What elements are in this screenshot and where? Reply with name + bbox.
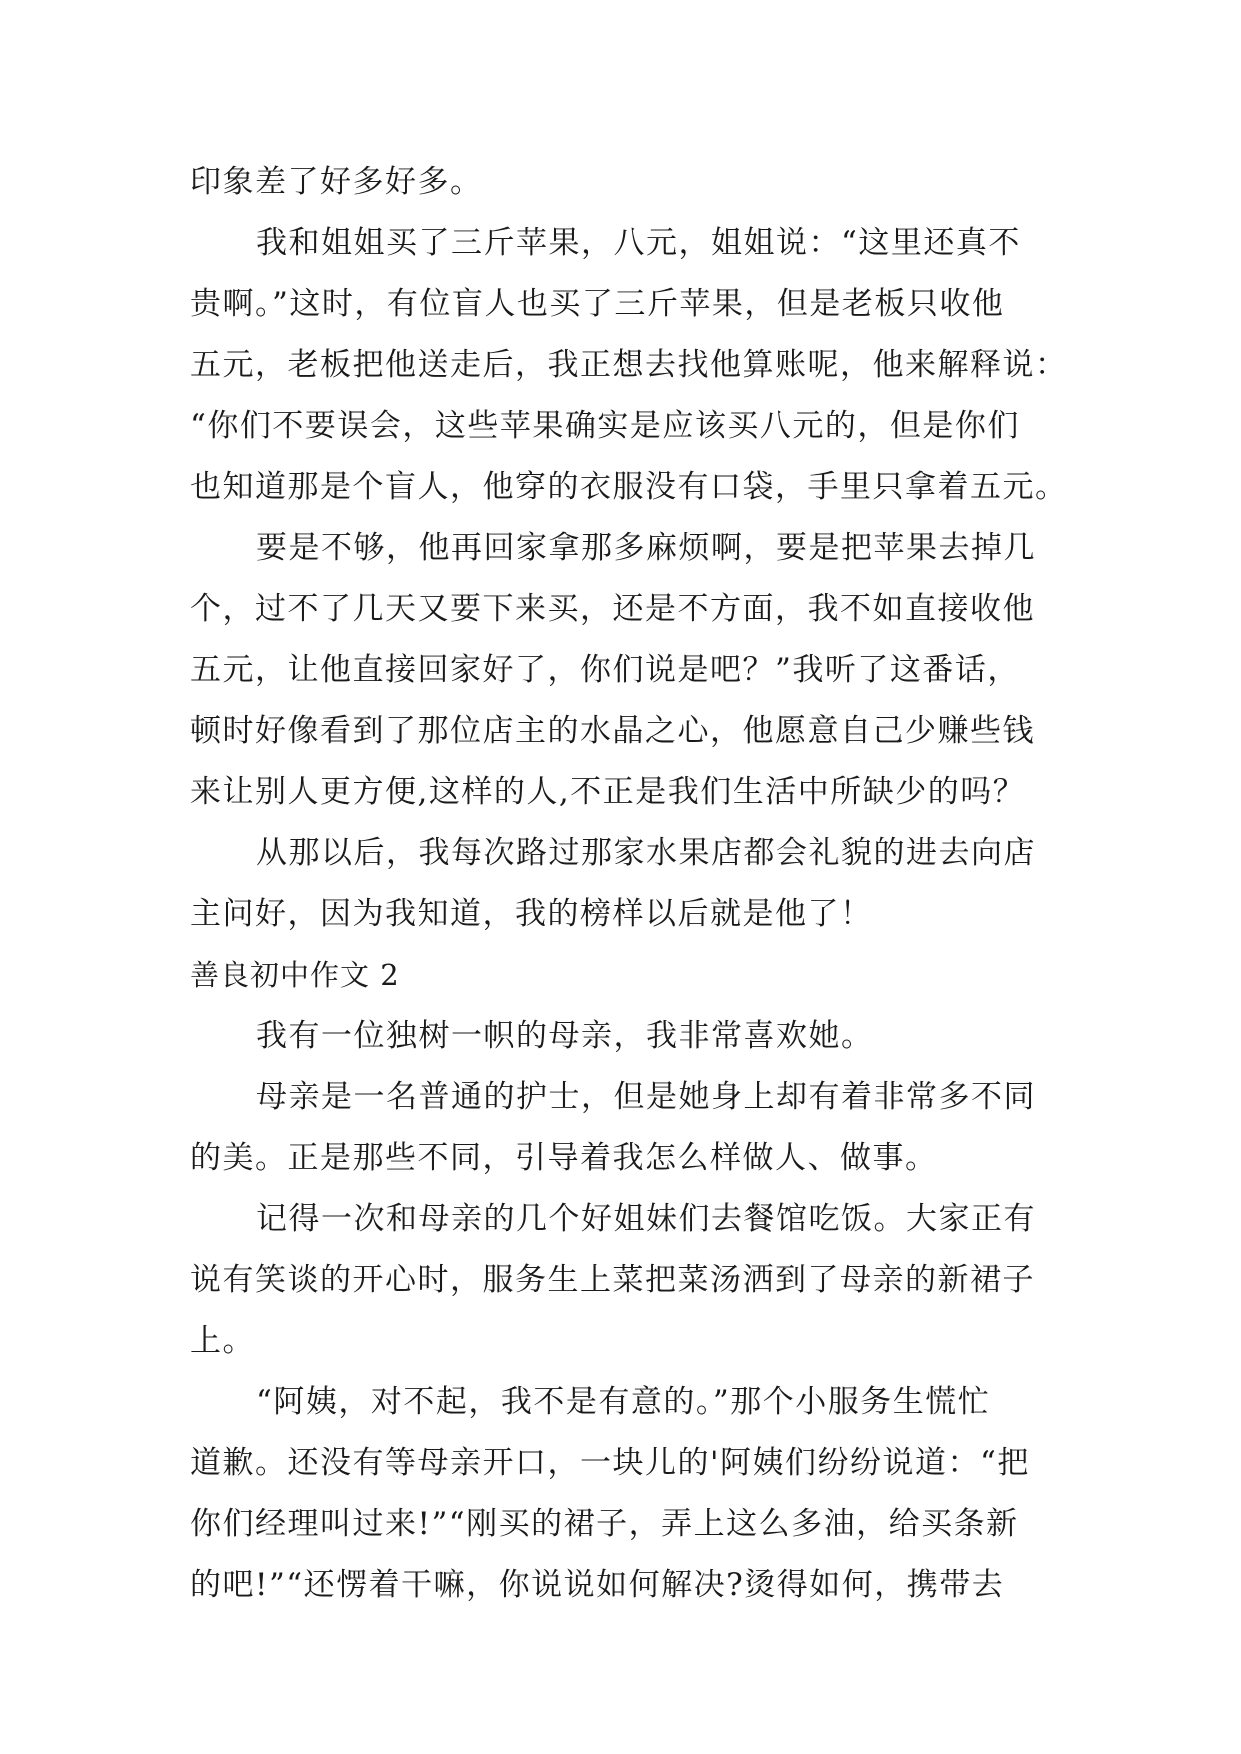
text-line: 要是不够，他再回家拿那多麻烦啊，要是把苹果去掉几 xyxy=(256,530,1036,566)
text-line: 道歉。还没有等母亲开口，一块儿的'阿姨们纷纷说道：“把 xyxy=(190,1445,1030,1481)
text-line: 说有笑谈的开心时，服务生上菜把菜汤洒到了母亲的新裙子 xyxy=(190,1262,1035,1298)
text-line: 也知道那是个盲人，他穿的衣服没有口袋，手里只拿着五元。 xyxy=(190,469,1068,505)
text-line: 从那以后，我每次路过那家水果店都会礼貌的进去向店 xyxy=(256,835,1036,871)
text-line: 母亲是一名普通的护士，但是她身上却有着非常多不同 xyxy=(256,1079,1036,1115)
text-line: 个，过不了几天又要下来买，还是不方面，我不如直接收他 xyxy=(190,591,1035,627)
text-line: 上。 xyxy=(190,1323,255,1359)
text-line: 五元，让他直接回家好了，你们说是吧？”我听了这番话， xyxy=(190,652,1020,688)
text-line: 的美。正是那些不同，引导着我怎么样做人、做事。 xyxy=(190,1140,938,1176)
text-line: 五元，老板把他送走后，我正想去找他算账呢，他来解释说： xyxy=(190,347,1068,383)
text-line: 你们经理叫过来!”“刚买的裙子，弄上这么多油，给买条新 xyxy=(190,1506,1019,1542)
document-body xyxy=(190,152,1068,1616)
text-line: 贵啊。”这时，有位盲人也买了三斤苹果，但是老板只收他 xyxy=(190,286,1005,322)
text-line: 印象差了好多好多。 xyxy=(190,164,483,200)
text-line: “你们不要误会，这些苹果确实是应该买八元的，但是你们 xyxy=(190,408,1020,444)
text-line: 我和姐姐买了三斤苹果，八元，姐姐说：“这里还真不 xyxy=(256,225,1021,261)
text-line: 顿时好像看到了那位店主的水晶之心，他愿意自己少赚些钱 xyxy=(190,713,1035,749)
section-heading: 善良初中作文 2 xyxy=(190,958,400,992)
text-line: 主问好，因为我知道，我的榜样以后就是他了！ xyxy=(190,896,873,932)
text-line: “阿姨，对不起，我不是有意的。”那个小服务生慌忙 xyxy=(256,1384,991,1420)
text-line: 的吧!”“还愣着干嘛，你说说如何解决?烫得如何，携带去 xyxy=(190,1567,1005,1603)
text-line: 记得一次和母亲的几个好姐妹们去餐馆吃饭。大家正有 xyxy=(256,1201,1036,1237)
text-line: 我有一位独树一帜的母亲，我非常喜欢她。 xyxy=(256,1018,874,1054)
text-line: 来让别人更方便,这样的人,不正是我们生活中所缺少的吗？ xyxy=(190,774,1026,810)
